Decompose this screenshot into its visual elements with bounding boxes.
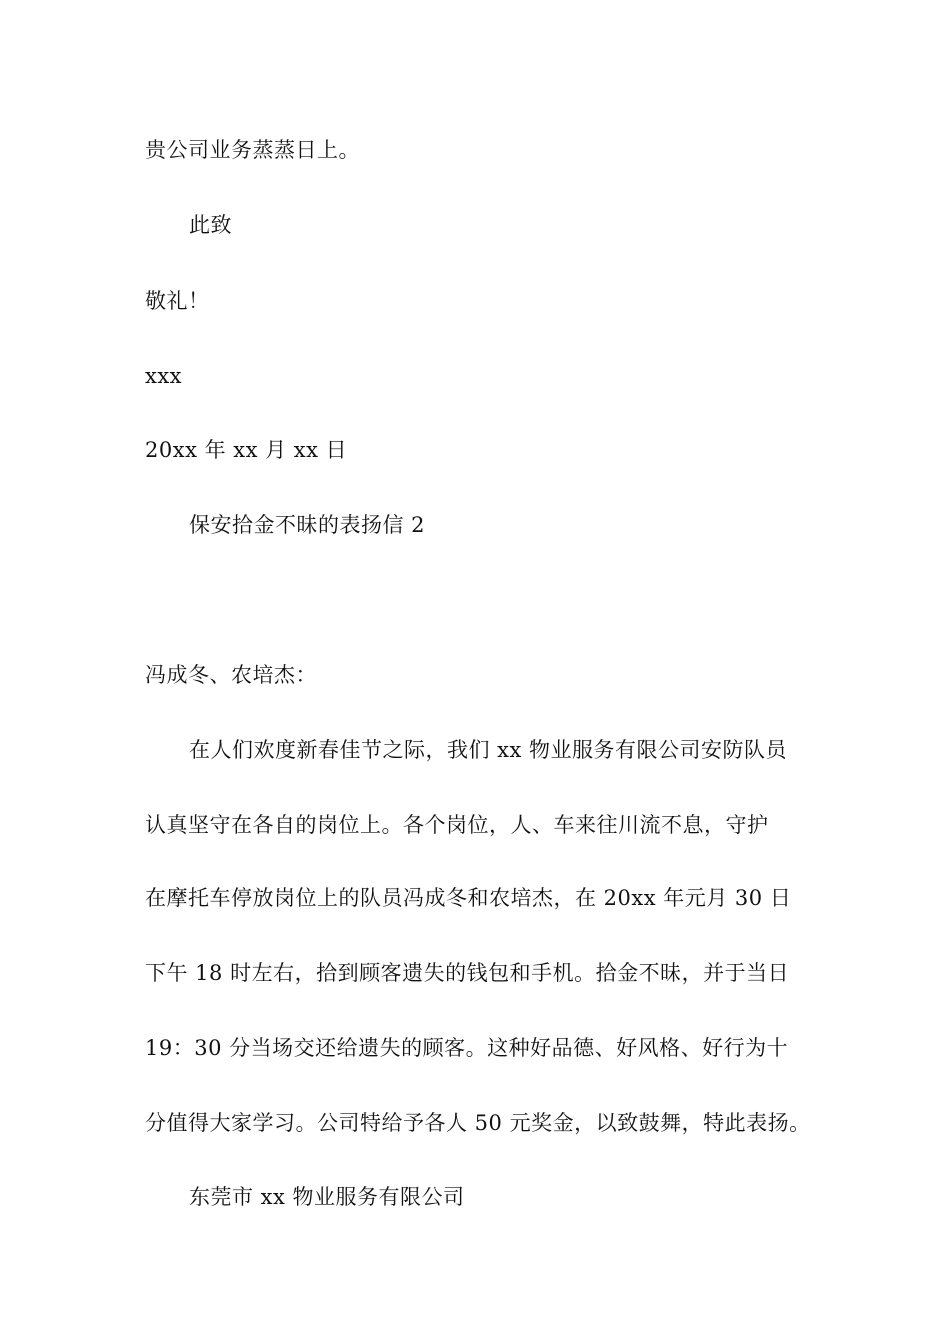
text-line-closing-wish: 贵公司业务蒸蒸日上。 <box>145 138 360 162</box>
body-paragraph-line-2: 认真坚守在各自的岗位上。各个岗位，人、车来往川流不息，守护 <box>145 813 769 837</box>
text-line-salutation-jingli: 敬礼！ <box>145 289 210 313</box>
text-line-company-signature: 东莞市 xx 物业服务有限公司 <box>189 1185 465 1209</box>
body-paragraph-line-5: 19：30 分当场交还给遗失的顾客。这种好品德、好风格、好行为十 <box>145 1036 789 1060</box>
text-line-signature: xxx <box>145 364 183 388</box>
section-title: 保安拾金不昧的表扬信 2 <box>189 513 426 537</box>
text-line-recipients: 冯成冬、农培杰： <box>145 663 317 687</box>
body-paragraph-line-4: 下午 18 时左右，拾到顾客遗失的钱包和手机。拾金不昧，并于当日 <box>145 961 790 985</box>
body-paragraph-line-6: 分值得大家学习。公司特给予各人 50 元奖金，以致鼓舞，特此表扬。 <box>145 1111 811 1135</box>
body-paragraph-line-1: 在人们欢度新春佳节之际，我们 xx 物业服务有限公司安防队员 <box>189 738 788 762</box>
text-line-salutation-cizhi: 此致 <box>189 213 232 237</box>
text-line-date: 20xx 年 xx 月 xx 日 <box>145 438 348 462</box>
body-paragraph-line-3: 在摩托车停放岗位上的队员冯成冬和农培杰，在 20xx 年元月 30 日 <box>145 886 792 910</box>
